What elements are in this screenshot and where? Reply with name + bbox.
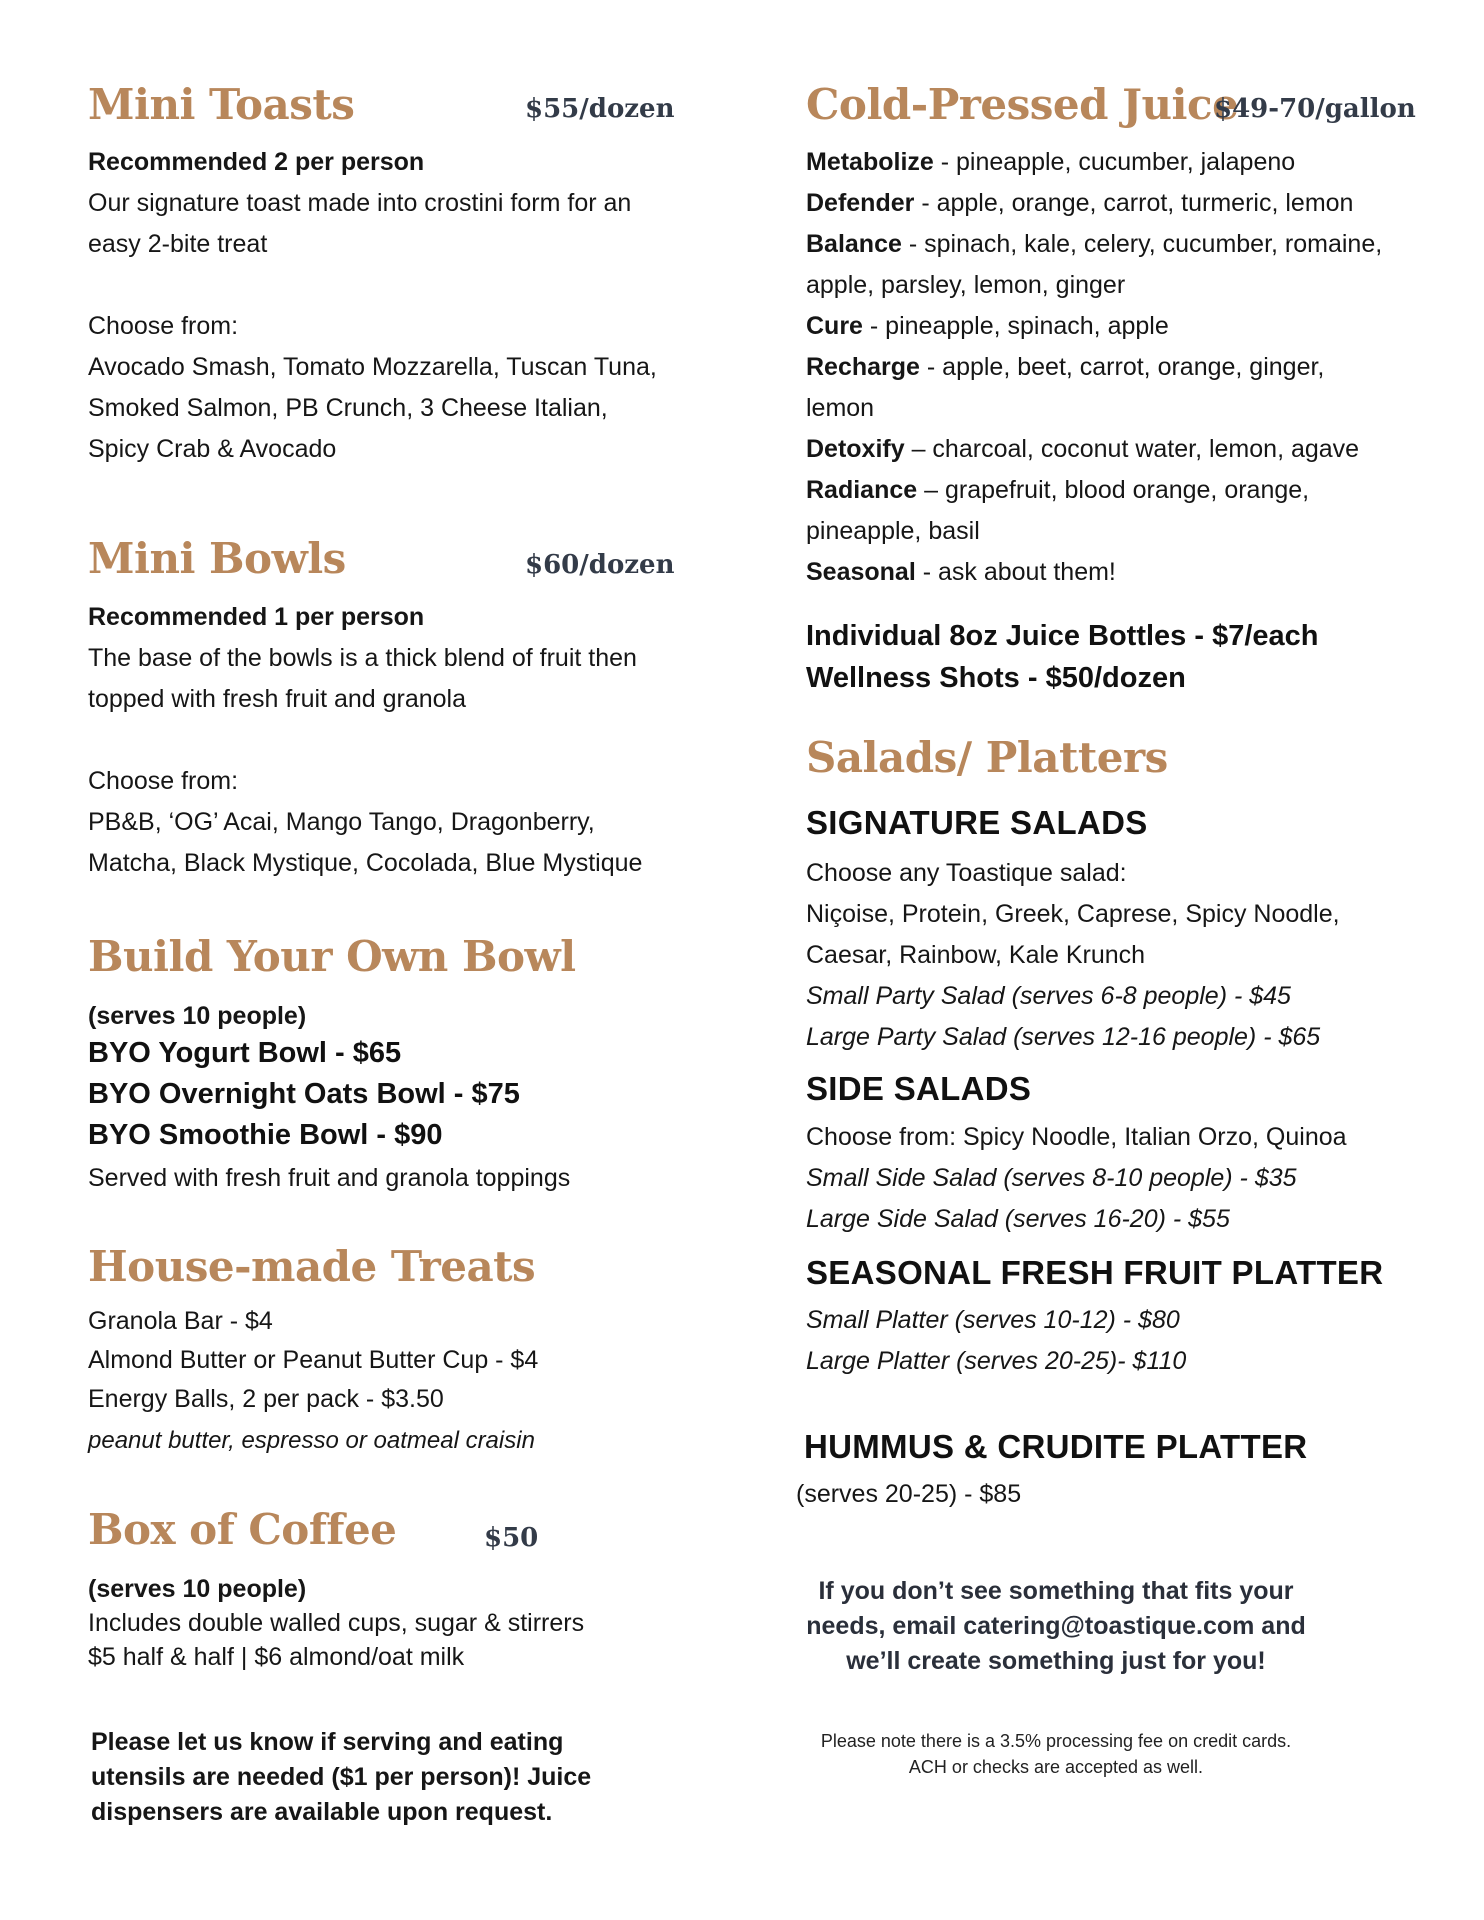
mini-bowls-choose-label: Choose from: (88, 767, 239, 795)
coffee-serves: (serves 10 people) (88, 1575, 307, 1603)
signature-salads-body (806, 853, 1340, 1058)
hummus-platter-heading: HUMMUS & CRUDITE PLATTER (804, 1428, 1308, 1465)
coffee-price: $50 (484, 1523, 539, 1553)
small-fruit-platter: Small Platter (serves 10-12) - $80 (806, 1306, 1180, 1334)
payment-fine-print (806, 1728, 1306, 1780)
byo-item: BYO Overnight Oats Bowl - $75 (88, 1078, 520, 1110)
closing-line: If you don’t see something that fits your (818, 1577, 1294, 1605)
mini-bowls-title: Mini Bowls (88, 534, 346, 583)
mini-bowls-choices (88, 802, 642, 884)
byo-item: BYO Yogurt Bowl - $65 (88, 1037, 402, 1069)
juice-line: Seasonal - ask about them! (806, 558, 1116, 586)
choice-line: Smoked Salmon, PB Crunch, 3 Cheese Italian, (88, 394, 608, 422)
custom-order-note (806, 1574, 1306, 1679)
fruit-platter-heading: SEASONAL FRESH FRUIT PLATTER (806, 1254, 1384, 1291)
juice-line: Radiance – grapefruit, blood orange, orange, (806, 476, 1310, 504)
juice-line: Cure - pineapple, spinach, apple (806, 312, 1169, 340)
fine-print-line: Please note there is a 3.5% processing fee on credit cards. (820, 1731, 1292, 1751)
salad-choice-line: Caesar, Rainbow, Kale Krunch (806, 941, 1146, 969)
large-side-salad: Large Side Salad (serves 16-20) - $55 (806, 1205, 1230, 1233)
fruit-platter-body (806, 1300, 1186, 1382)
juice-extras (806, 615, 1318, 699)
juice-line: Balance - spinach, kale, celery, cucumber, romaine, (806, 230, 1383, 258)
treats-items (88, 1302, 538, 1419)
desc-line: topped with fresh fruit and granola (88, 685, 467, 713)
utensils-line: Please let us know if serving and eating (91, 1728, 564, 1756)
wellness-shots: Wellness Shots - $50/dozen (806, 662, 1186, 694)
mini-bowls-recommended: Recommended 1 per person (88, 603, 425, 631)
byo-serves: (serves 10 people) (88, 1002, 307, 1030)
large-party-salad: Large Party Salad (serves 12-16 people) - $65 (806, 1023, 1321, 1051)
treat-item: Granola Bar - $4 (88, 1307, 273, 1335)
mini-toasts-recommended: Recommended 2 per person (88, 148, 425, 176)
byo-note: Served with fresh fruit and granola toppings (88, 1164, 571, 1192)
closing-line: needs, email catering@toastique.com and (806, 1612, 1306, 1640)
coffee-title: Box of Coffee (88, 1505, 397, 1554)
juice-line: Recharge - apple, beet, carrot, orange, ginger, (806, 353, 1325, 381)
salads-title: Salads/ Platters (806, 733, 1168, 782)
juice-title: Cold-Pressed Juice (806, 80, 1239, 129)
small-side-salad: Small Side Salad (serves 8-10 people) - $35 (806, 1164, 1297, 1192)
treat-item: Almond Butter or Peanut Butter Cup - $4 (88, 1346, 539, 1374)
juice-line: Defender - apple, orange, carrot, turmeric, lemon (806, 189, 1354, 217)
juice-bottles: Individual 8oz Juice Bottles - $7/each (806, 620, 1319, 652)
juice-line: Metabolize - pineapple, cucumber, jalapeno (806, 148, 1296, 176)
treat-item: Energy Balls, 2 per pack - $3.50 (88, 1385, 444, 1413)
fine-print-line: ACH or checks are accepted as well. (908, 1757, 1204, 1777)
treats-title: House-made Treats (88, 1242, 536, 1291)
mini-toasts-description (88, 183, 631, 265)
juice-price: $49-70/gallon (1214, 94, 1416, 124)
mini-toasts-choices (88, 347, 657, 470)
desc-line: easy 2-bite treat (88, 230, 268, 258)
salad-choice-line: Niçoise, Protein, Greek, Caprese, Spicy Noodle, (806, 900, 1340, 928)
desc-line: Our signature toast made into crostini form for an (88, 189, 632, 217)
utensils-note (91, 1725, 591, 1830)
side-salad-choices: Choose from: Spicy Noodle, Italian Orzo, Quinoa (806, 1123, 1347, 1151)
hummus-platter-serves: (serves 20-25) - $85 (796, 1480, 1022, 1508)
utensils-line: dispensers are available upon request. (91, 1798, 553, 1826)
choice-line: Avocado Smash, Tomato Mozzarella, Tuscan Tuna, (88, 353, 657, 381)
byo-title: Build Your Own Bowl (88, 932, 576, 981)
closing-line: we’ll create something just for you! (846, 1647, 1266, 1675)
mini-bowls-description (88, 638, 637, 720)
desc-line: The base of the bowls is a thick blend of fruit then (88, 644, 637, 672)
choice-line: PB&B, ‘OG’ Acai, Mango Tango, Dragonberry, (88, 808, 595, 836)
large-fruit-platter: Large Platter (serves 20-25)- $110 (806, 1347, 1187, 1375)
choice-line: Matcha, Black Mystique, Cocolada, Blue Mystique (88, 849, 643, 877)
signature-salads-heading: SIGNATURE SALADS (806, 804, 1148, 841)
mini-toasts-choose-label: Choose from: (88, 312, 239, 340)
side-salads-body (806, 1117, 1347, 1240)
mini-bowls-price: $60/dozen (525, 550, 675, 580)
utensils-line: utensils are needed ($1 per person)! Juice (91, 1763, 592, 1791)
juice-list (806, 142, 1382, 593)
juice-line: pineapple, basil (806, 517, 980, 545)
juice-line: Detoxify – charcoal, coconut water, lemon, agave (806, 435, 1360, 463)
byo-items (88, 1033, 520, 1156)
juice-line: apple, parsley, lemon, ginger (806, 271, 1126, 299)
salad-intro: Choose any Toastique salad: (806, 859, 1127, 887)
side-salads-heading: SIDE SALADS (806, 1070, 1032, 1107)
coffee-desc: Includes double walled cups, sugar & stirrers (88, 1609, 585, 1637)
mini-toasts-price: $55/dozen (525, 94, 675, 124)
choice-line: Spicy Crab & Avocado (88, 435, 337, 463)
treats-flavors: peanut butter, espresso or oatmeal craisin (88, 1427, 535, 1454)
small-party-salad: Small Party Salad (serves 6-8 people) - $45 (806, 982, 1291, 1010)
mini-toasts-title: Mini Toasts (88, 80, 355, 129)
juice-line: lemon (806, 394, 875, 422)
byo-item: BYO Smoothie Bowl - $90 (88, 1119, 443, 1151)
coffee-addons: $5 half & half | $6 almond/oat milk (88, 1643, 465, 1671)
